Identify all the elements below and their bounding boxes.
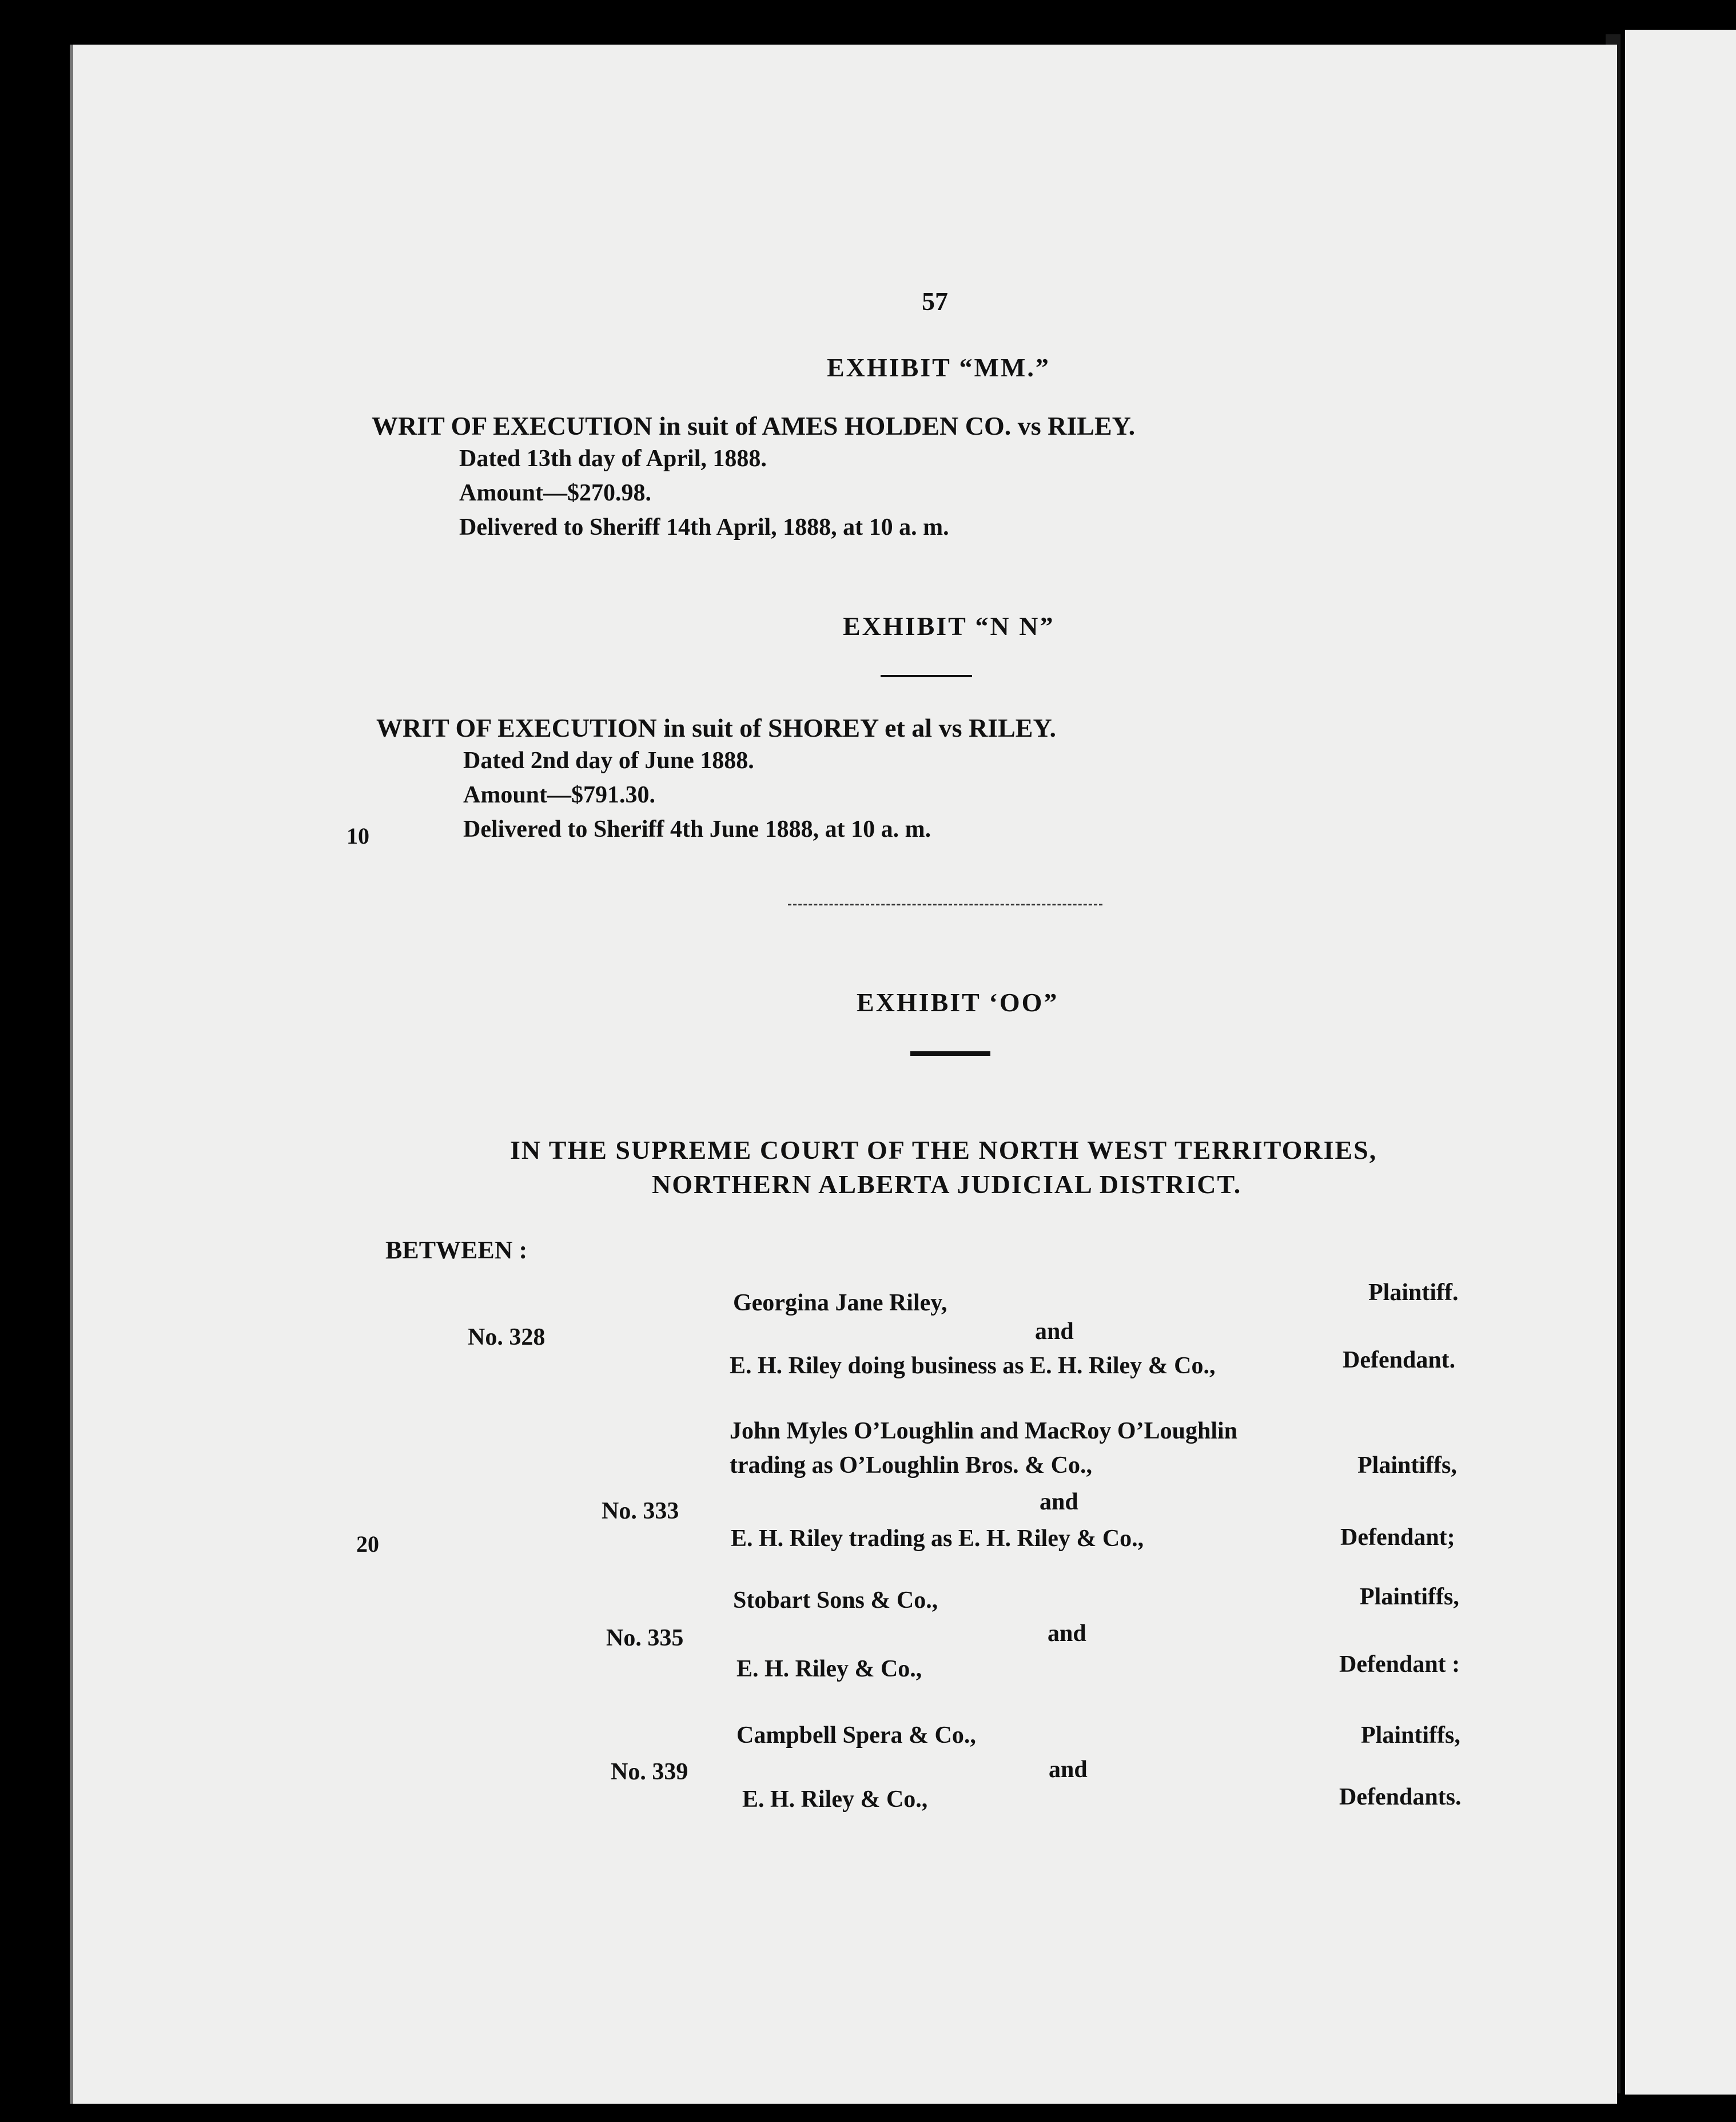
- exhibit-nn-delivered: Delivered to Sheriff 4th June 1888, at 10 a. m.: [463, 816, 931, 843]
- line-number-20: 20: [356, 1531, 379, 1557]
- document-page: [70, 45, 1617, 2104]
- exhibit-mm-dated: Dated 13th day of April, 1888.: [459, 446, 767, 472]
- case-339-connector: and: [1049, 1757, 1088, 1783]
- exhibit-oo-rule: [910, 1051, 990, 1056]
- exhibit-oo-heading: EXHIBIT ‘OO”: [857, 988, 1059, 1017]
- between-label: BETWEEN :: [385, 1236, 528, 1264]
- case-333-plaintiff-line-2: trading as O’Loughlin Bros. & Co.,: [730, 1452, 1092, 1479]
- case-339-plaintiff-role: Plaintiffs,: [1361, 1722, 1460, 1749]
- case-333-defendant: E. H. Riley trading as E. H. Riley & Co.,: [731, 1525, 1144, 1552]
- section-divider: [788, 904, 1102, 905]
- case-339-defendant-role: Defendants.: [1339, 1784, 1462, 1810]
- exhibit-mm-amount: Amount—$270.98.: [459, 480, 652, 506]
- case-339-defendant: E. H. Riley & Co.,: [742, 1786, 928, 1813]
- case-339-number: No. 339: [611, 1759, 688, 1785]
- page-number: 57: [922, 287, 948, 316]
- case-333-defendant-role: Defendant;: [1340, 1524, 1455, 1551]
- case-328-defendant-role: Defendant.: [1343, 1347, 1456, 1373]
- case-333-plaintiff-role: Plaintiffs,: [1357, 1452, 1457, 1479]
- case-335-connector: and: [1048, 1620, 1086, 1647]
- case-339-plaintiff: Campbell Spera & Co.,: [736, 1722, 976, 1749]
- exhibit-nn-amount: Amount—$791.30.: [463, 782, 656, 808]
- case-328-plaintiff: Georgina Jane Riley,: [733, 1290, 947, 1316]
- exhibit-nn-rule: [881, 675, 972, 677]
- exhibit-nn-heading: EXHIBIT “N N”: [843, 611, 1055, 641]
- case-335-number: No. 335: [606, 1625, 684, 1651]
- case-335-plaintiff: Stobart Sons & Co.,: [733, 1587, 938, 1614]
- case-333-number: No. 333: [602, 1498, 679, 1524]
- exhibit-mm-heading: EXHIBIT “MM.”: [827, 353, 1050, 382]
- exhibit-mm-delivered: Delivered to Sheriff 14th April, 1888, at 10 a. m.: [459, 514, 949, 541]
- case-328-plaintiff-role: Plaintiff.: [1368, 1279, 1459, 1306]
- case-328-defendant: E. H. Riley doing business as E. H. Riley & Co.,: [730, 1353, 1216, 1379]
- case-328-number: No. 328: [468, 1324, 546, 1350]
- case-333-connector: and: [1040, 1489, 1078, 1515]
- line-number-10: 10: [347, 823, 369, 849]
- case-328-connector: and: [1035, 1318, 1074, 1345]
- facing-page-edge: [1625, 30, 1736, 2095]
- exhibit-mm-title: WRIT OF EXECUTION in suit of AMES HOLDEN CO. vs RILEY.: [372, 411, 1136, 440]
- court-line-1: IN THE SUPREME COURT OF THE NORTH WEST TERRITORIES,: [510, 1135, 1377, 1165]
- exhibit-nn-title: WRIT OF EXECUTION in suit of SHOREY et al vs RILEY.: [376, 713, 1056, 742]
- case-335-defendant: E. H. Riley & Co.,: [736, 1656, 922, 1682]
- case-333-plaintiff-line-1: John Myles O’Loughlin and MacRoy O’Loughlin: [730, 1418, 1238, 1444]
- case-335-plaintiff-role: Plaintiffs,: [1360, 1584, 1459, 1610]
- court-line-2: NORTHERN ALBERTA JUDICIAL DISTRICT.: [652, 1170, 1242, 1199]
- case-335-defendant-role: Defendant :: [1339, 1651, 1460, 1678]
- exhibit-nn-dated: Dated 2nd day of June 1888.: [463, 748, 754, 774]
